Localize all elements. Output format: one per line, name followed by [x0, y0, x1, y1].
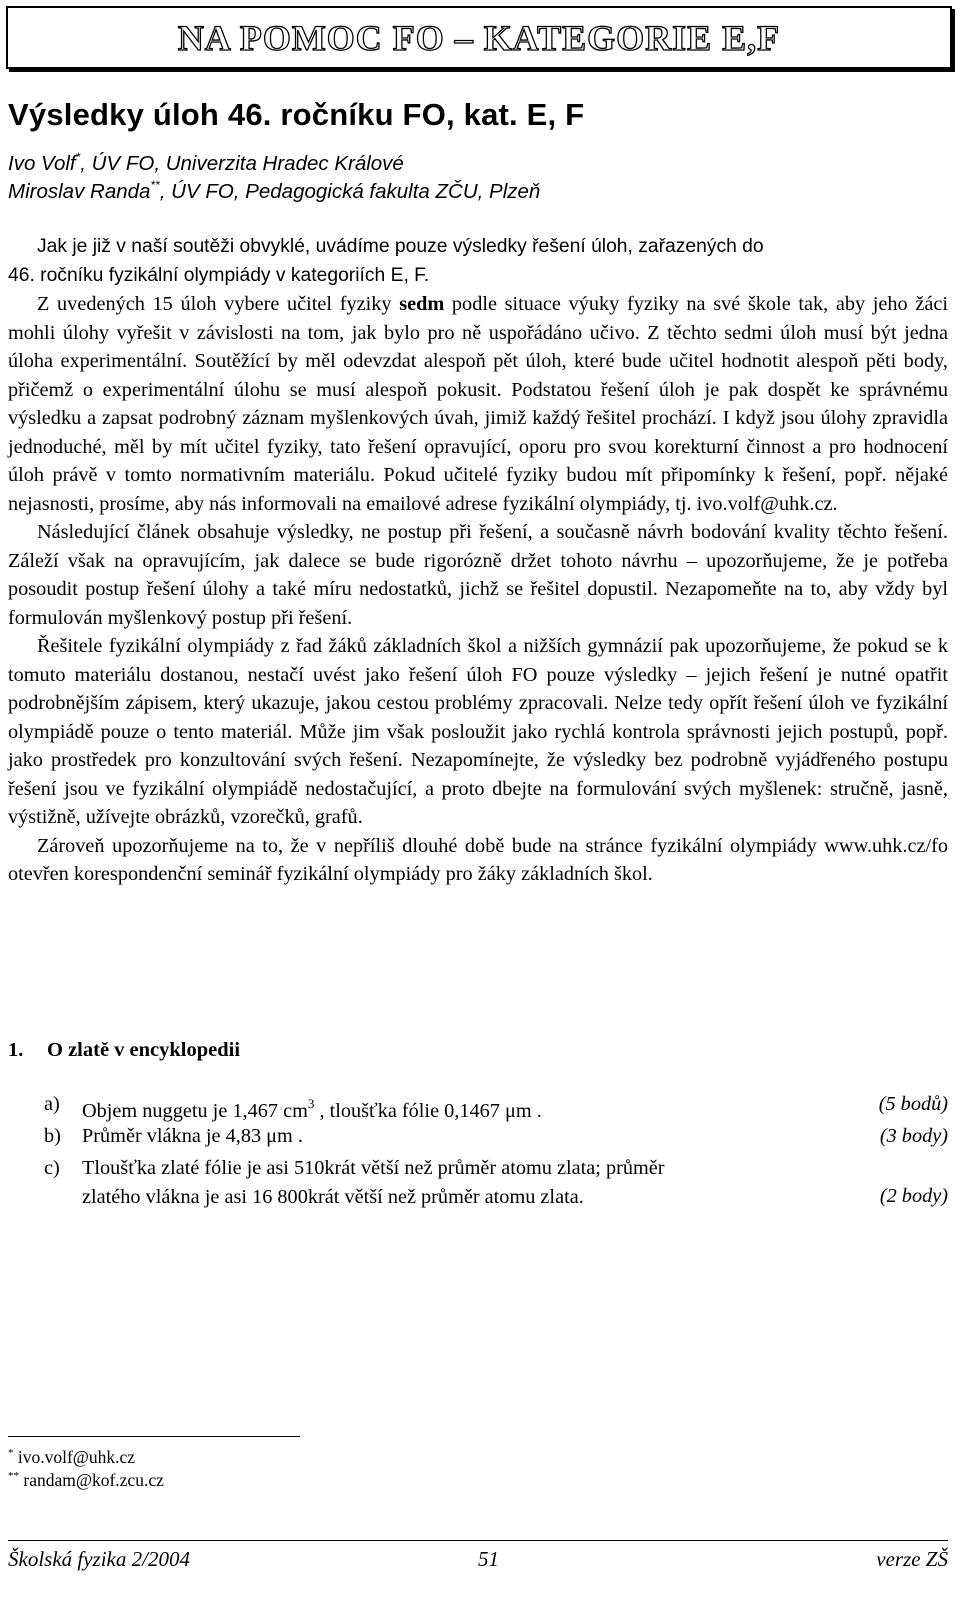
footnote-mark: ** [150, 178, 160, 192]
footnote-1 [8, 1447, 135, 1468]
footnote-2 [8, 1470, 164, 1491]
article-title: Výsledky úloh 46. ročníku FO, kat. E, F [8, 97, 585, 132]
footer-page-number: 51 [478, 1547, 499, 1571]
intro-paragraph-4: Řešitele fyzikální olympiády z řad žáků základních škol a nižších gymnázií pak upozorňujeme, že pokud se k tomuto materiálu dostanou, nestačí uvést jako řešení úloh FO pouze výsledky – jejich řešení je nutné opatřit podrobnějším zápisem, který ukazuje, jakou cestou problémy zpracovali. Nelze tedy opřít řešení úloh ve fyzikální olympiádě pouze o tento materiál. Může jim však posloužit jako rychlá kontrola správnosti jejich postupů, popř. jako prostředek pro konzultování svých řešení. Nezapomínejte, že výsledky bez podrobně vyjádřeného postupu řešení jsou ve fyzikální olympiádě nedostačující, a proto dbejte na formulování svých myšlenek: stručně, jasně, výstižně, užívejte obrázků, vzorečků, grafů. [8, 635, 948, 828]
author-affiliation: , ÚV FO, Pedagogická fakulta ZČU, Plzeň [159, 180, 541, 203]
header-box [6, 6, 952, 69]
footnote-mark: * [8, 1447, 14, 1459]
header-title: NA POMOC FO – KATEGORIE E,F [177, 17, 781, 58]
answer-letter: a) [44, 1093, 60, 1115]
footer-divider [8, 1540, 948, 1541]
section-number: 1. [8, 1039, 24, 1061]
answer-b [44, 1122, 948, 1151]
page-footer [8, 1547, 948, 1577]
intro-paragraph-1a: Jak je již v naší soutěži obvyklé, uvádíme pouze výsledky řešení úloh, zařazených do [37, 236, 764, 257]
intro-paragraph-1b: 46. ročníku fyzikální olympiády v kategoriích E, F. [8, 264, 430, 286]
footnote-mark: ** [8, 1470, 19, 1482]
footnote-email[interactable]: randam@kof.zcu.cz [23, 1470, 164, 1490]
answer-text: Objem nuggetu je 1,467 $cm^3$ , tloušťka fólie 0,1467 μm . [82, 1096, 542, 1122]
footer-version: verze ZŠ [876, 1547, 948, 1571]
answer-points: (2 body) [879, 1185, 948, 1207]
answer-letter: b) [44, 1125, 61, 1147]
answer-text: Tloušťka zlaté fólie je asi 510krát větší než průměr atomu zlata; průměr zlatého vlákna je asi 16 800krát větší než průměr atomu zlata. [82, 1157, 665, 1208]
emphasis-sedm: sedm [399, 293, 445, 315]
section-title: O zlatě v encyklopedii [47, 1039, 241, 1061]
author-affiliation: , ÚV FO, Univerzita Hradec Králové [80, 152, 404, 175]
footer-journal: Školská fyzika 2/2004 [8, 1547, 190, 1571]
footnote-mark: * [75, 150, 81, 164]
section-heading [8, 1039, 240, 1062]
answer-a [44, 1090, 948, 1122]
intro-paragraph-5: Zároveň upozorňujeme na to, že v nepříliš dlouhé době bude na stránce fyzikální olympiády www.uhk.cz/fo otevřen korespondenční seminář fyzikální olympiády pro žáky základních škol. [8, 834, 948, 885]
intro-paragraph-3: Následující článek obsahuje výsledky, ne postup při řešení, a současně návrh bodování kvality těchto řešení. Záleží však na opravujícím, jak dalece se bude rigorózně držet tohoto návrhu – upozorňujeme, že je potřeba posoudit postup řešení úlohy a také míru nedostatků, jichž se řešitel dopustil. Nezapomeňte na to, aby vždy byl formulován myšlenkový postup při řešení. [8, 521, 948, 629]
footnote-divider [8, 1436, 300, 1437]
answer-c [44, 1154, 948, 1212]
author-line-1 [8, 150, 404, 176]
author-name: Ivo Volf [8, 152, 76, 175]
answer-points: (3 body) [879, 1125, 948, 1147]
author-name: Miroslav Randa [8, 180, 151, 203]
answer-letter: c) [44, 1157, 60, 1179]
intro-paragraph-2: Z uvedených 15 úloh vybere učitel fyziky sedm podle situace výuky fyziky na své škole tak, aby jeho žáci mohli úlohy vyřešit v závislosti na tom, jak bylo pro ně uspořádáno učivo. Z těchto sedmi úloh musí být jedna úloha experimentální. Soutěžící by měl odevzdat alespoň pět úloh, které bude učitel hodnotit alespoň pěti body, přičemž o experimentální úlohu se musí alespoň pokusit. Podstatou řešení úloh je pak dospět ke správnému výsledku a zapsat podrobný záznam myšlenkových úvah, jimiž každý řešitel prochází. I když jsou úlohy zpravidla jednoduché, měl by mít učitel fyziky, tato řešení opravující, oporu pro svou korekturní činnost a pro hodnocení úloh právě v tomto normativním materiálu. Pokud učitelé fyziky budou mít připomínky k řešení, popř. nějaké nejasnosti, prosíme, aby nás informovali na emailové adrese fyzikální olympiády, tj. ivo.volf@uhk.cz. [8, 293, 948, 515]
answer-points: (5 bodů) [878, 1093, 948, 1115]
intro-text [8, 233, 948, 889]
author-line-2 [8, 178, 540, 204]
footnote-email[interactable]: ivo.volf@uhk.cz [17, 1447, 136, 1467]
answer-text: Průměr vlákna je 4,83 μm . [82, 1125, 303, 1147]
